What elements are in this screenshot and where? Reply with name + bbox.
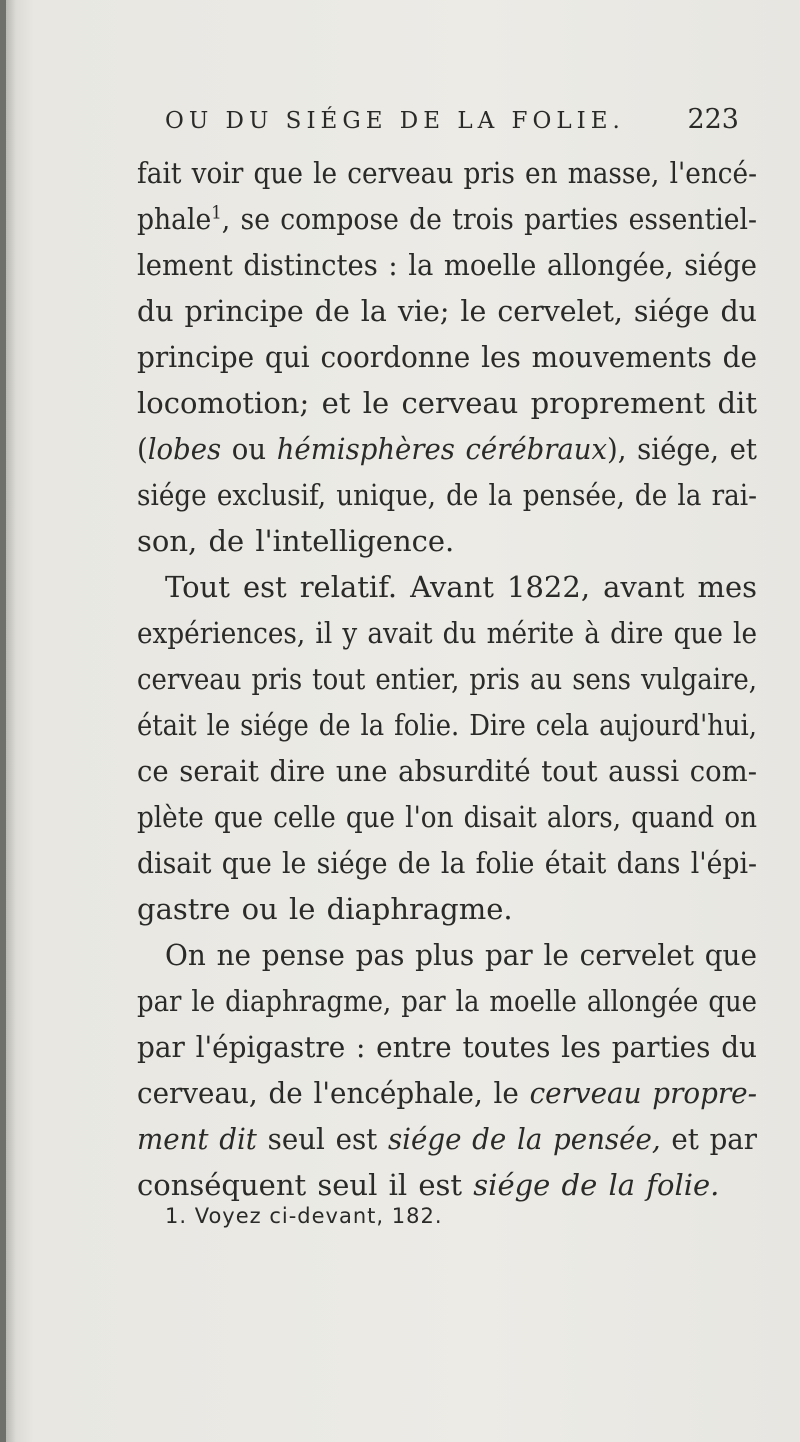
text-line: phale$^1$, se compose de trois parties essentiel- — [137, 202, 757, 236]
text-line: ment dit seul est siége de la pensée, et par — [137, 1122, 757, 1156]
running-head: OU DU SIÉGE DE LA FOLIE. — [165, 108, 625, 134]
text-line: son, de l'intelligence. — [137, 524, 455, 558]
text-line: principe qui coordonne les mouvements de — [137, 340, 757, 374]
text-line: cerveau, de l'encéphale, le cerveau propre- — [137, 1076, 757, 1110]
text-line: siége exclusif, unique, de la pensée, de la rai- — [137, 478, 757, 512]
text-line: était le siége de la folie. Dire cela aujourd'hui, — [137, 708, 757, 742]
page-gutter — [0, 0, 6, 1442]
text-line: (lobes ou hémisphères cérébraux), siége, et — [137, 432, 757, 466]
text-line: plète que celle que l'on disait alors, quand on — [137, 800, 757, 834]
text-line: cerveau pris tout entier, pris au sens vulgaire, — [137, 662, 757, 696]
text-line: conséquent seul il est siége de la folie. — [137, 1168, 720, 1202]
text-line: du principe de la vie; le cervelet, siége du — [137, 294, 757, 328]
text-line: disait que le siége de la folie était dans l'épi- — [137, 846, 757, 880]
text-line: gastre ou le diaphragme. — [137, 892, 513, 926]
text-line: fait voir que le cerveau pris en masse, l'encé- — [137, 156, 757, 190]
text-line: locomotion; et le cerveau proprement dit — [137, 386, 757, 420]
page-number: 223 — [687, 104, 739, 135]
text-line: par l'épigastre : entre toutes les parties du — [137, 1030, 757, 1064]
text-line: lement distinctes : la moelle allongée, siége — [137, 248, 757, 282]
page-header — [155, 104, 755, 144]
text-line: On ne pense pas plus par le cervelet que — [165, 938, 757, 972]
text-line: expériences, il y avait du mérite à dire que le — [137, 616, 757, 650]
text-line: ce serait dire une absurdité tout aussi com- — [137, 754, 757, 788]
footnote-marker[interactable]: 1 — [211, 202, 222, 224]
text-line: Tout est relatif. Avant 1822, avant mes — [165, 570, 757, 604]
body-text — [137, 150, 757, 1208]
footnote: 1. Voyez ci-devant, 182. — [165, 1204, 443, 1228]
text-line: par le diaphragme, par la moelle allongée que — [137, 984, 757, 1018]
